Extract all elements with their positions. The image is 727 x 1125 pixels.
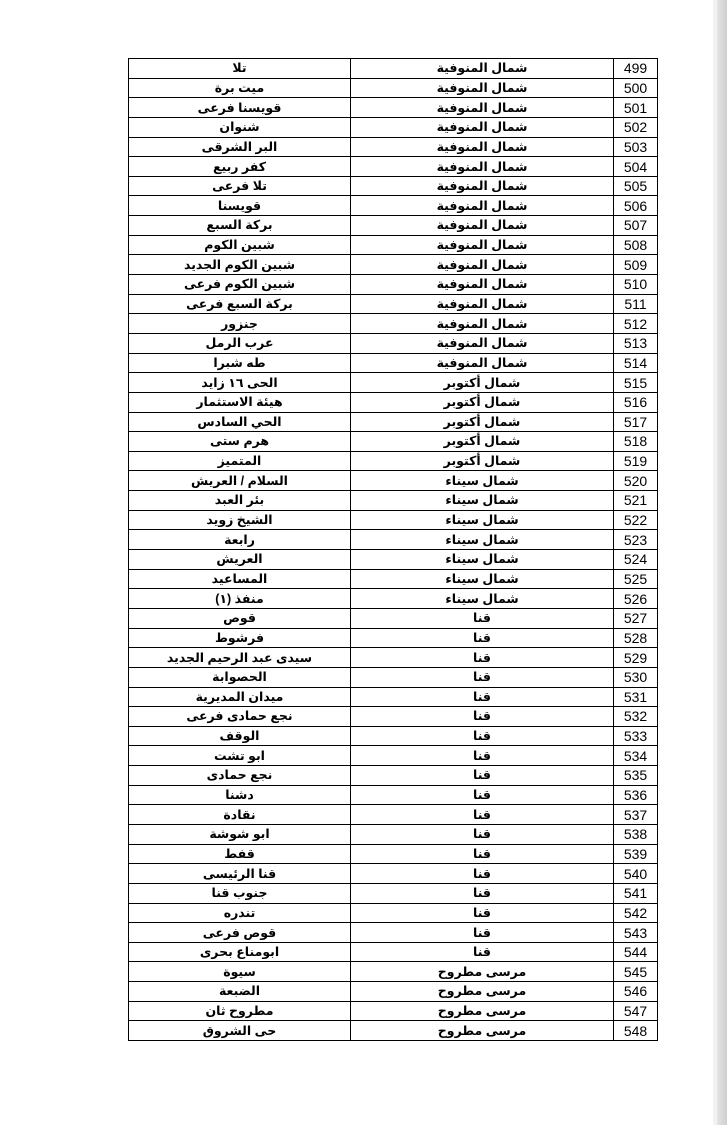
branch-name-cell: قوص: [129, 608, 351, 628]
region-cell: شمال المنوفية: [351, 294, 614, 314]
table-row: [129, 569, 658, 589]
region-cell: مرسى مطروح: [351, 1001, 614, 1021]
table-row: [129, 510, 658, 530]
region-cell: شمال سيناء: [351, 471, 614, 491]
row-number-cell: 540: [614, 864, 658, 884]
table-row: [129, 432, 658, 452]
region-cell: قنا: [351, 608, 614, 628]
branches-table: [128, 58, 658, 1041]
table-row: [129, 982, 658, 1002]
region-cell: قنا: [351, 628, 614, 648]
row-number-cell: 543: [614, 923, 658, 943]
table-row: [129, 1021, 658, 1041]
region-cell: شمال المنوفية: [351, 176, 614, 196]
region-cell: شمال أكتوبر: [351, 451, 614, 471]
table-row: [129, 530, 658, 550]
branch-name-cell: بركة السبع: [129, 216, 351, 236]
row-number-cell: 512: [614, 314, 658, 334]
branch-name-cell: الحصوابة: [129, 667, 351, 687]
row-number-cell: 513: [614, 333, 658, 353]
branch-name-cell: مطروح ثان: [129, 1001, 351, 1021]
branch-name-cell: نقادة: [129, 805, 351, 825]
table-row: [129, 824, 658, 844]
table-row: [129, 766, 658, 786]
branch-name-cell: ابومناع بحرى: [129, 942, 351, 962]
table-row: [129, 667, 658, 687]
row-number-cell: 536: [614, 785, 658, 805]
table-row: [129, 962, 658, 982]
branch-name-cell: قفط: [129, 844, 351, 864]
row-number-cell: 523: [614, 530, 658, 550]
region-cell: شمال المنوفية: [351, 157, 614, 177]
branch-name-cell: كفر ربيع: [129, 157, 351, 177]
row-number-cell: 515: [614, 373, 658, 393]
row-number-cell: 519: [614, 451, 658, 471]
row-number-cell: 514: [614, 353, 658, 373]
row-number-cell: 539: [614, 844, 658, 864]
branch-name-cell: قويسنا: [129, 196, 351, 216]
table-row: [129, 235, 658, 255]
row-number-cell: 527: [614, 608, 658, 628]
branch-name-cell: جنزور: [129, 314, 351, 334]
table-row: [129, 648, 658, 668]
table-row: [129, 491, 658, 511]
region-cell: قنا: [351, 864, 614, 884]
table-row: [129, 333, 658, 353]
table-row: [129, 255, 658, 275]
table-row: [129, 471, 658, 491]
branch-name-cell: طه شبرا: [129, 353, 351, 373]
table-row: [129, 746, 658, 766]
row-number-cell: 521: [614, 491, 658, 511]
region-cell: قنا: [351, 687, 614, 707]
row-number-cell: 547: [614, 1001, 658, 1021]
region-cell: شمال أكتوبر: [351, 373, 614, 393]
region-cell: شمال سيناء: [351, 510, 614, 530]
branch-name-cell: تلا: [129, 59, 351, 79]
table-row: [129, 608, 658, 628]
row-number-cell: 503: [614, 137, 658, 157]
region-cell: شمال المنوفية: [351, 235, 614, 255]
region-cell: شمال سيناء: [351, 530, 614, 550]
table-row: [129, 353, 658, 373]
branch-name-cell: الحى ١٦ زايد: [129, 373, 351, 393]
branch-name-cell: سيدى عبد الرحيم الجديد: [129, 648, 351, 668]
page-edge-shadow: [717, 0, 727, 1125]
region-cell: قنا: [351, 766, 614, 786]
table-row: [129, 726, 658, 746]
branch-name-cell: هرم ستى: [129, 432, 351, 452]
branch-name-cell: الشيخ زويد: [129, 510, 351, 530]
table-row: [129, 785, 658, 805]
region-cell: قنا: [351, 667, 614, 687]
branch-name-cell: قوص فرعى: [129, 923, 351, 943]
region-cell: مرسى مطروح: [351, 962, 614, 982]
branch-name-cell: فرشوط: [129, 628, 351, 648]
row-number-cell: 528: [614, 628, 658, 648]
row-number-cell: 542: [614, 903, 658, 923]
region-cell: شمال المنوفية: [351, 275, 614, 295]
region-cell: شمال المنوفية: [351, 353, 614, 373]
branch-name-cell: شنوان: [129, 117, 351, 137]
table-row: [129, 392, 658, 412]
row-number-cell: 509: [614, 255, 658, 275]
region-cell: قنا: [351, 785, 614, 805]
branch-name-cell: المتميز: [129, 451, 351, 471]
row-number-cell: 532: [614, 707, 658, 727]
branch-name-cell: نجع حمادى فرعى: [129, 707, 351, 727]
table-row: [129, 373, 658, 393]
row-number-cell: 507: [614, 216, 658, 236]
row-number-cell: 502: [614, 117, 658, 137]
branch-name-cell: منفذ (١): [129, 589, 351, 609]
table-row: [129, 628, 658, 648]
region-cell: قنا: [351, 883, 614, 903]
region-cell: قنا: [351, 726, 614, 746]
branch-name-cell: حى الشروق: [129, 1021, 351, 1041]
table-row: [129, 59, 658, 79]
row-number-cell: 537: [614, 805, 658, 825]
table-row: [129, 314, 658, 334]
region-cell: قنا: [351, 844, 614, 864]
branch-name-cell: ميدان المديرية: [129, 687, 351, 707]
row-number-cell: 500: [614, 78, 658, 98]
branch-name-cell: الضبعة: [129, 982, 351, 1002]
region-cell: قنا: [351, 942, 614, 962]
table-row: [129, 294, 658, 314]
table-row: [129, 176, 658, 196]
region-cell: شمال المنوفية: [351, 255, 614, 275]
row-number-cell: 522: [614, 510, 658, 530]
branch-name-cell: سيوة: [129, 962, 351, 982]
branch-name-cell: جنوب قنا: [129, 883, 351, 903]
table-row: [129, 451, 658, 471]
branch-name-cell: تلا فرعى: [129, 176, 351, 196]
region-cell: شمال المنوفية: [351, 196, 614, 216]
table-row: [129, 117, 658, 137]
region-cell: شمال المنوفية: [351, 333, 614, 353]
region-cell: قنا: [351, 648, 614, 668]
branch-name-cell: دشنا: [129, 785, 351, 805]
row-number-cell: 511: [614, 294, 658, 314]
row-number-cell: 505: [614, 176, 658, 196]
table-row: [129, 275, 658, 295]
row-number-cell: 520: [614, 471, 658, 491]
row-number-cell: 524: [614, 550, 658, 570]
branch-name-cell: شبين الكوم: [129, 235, 351, 255]
branch-name-cell: السلام / العريش: [129, 471, 351, 491]
branch-name-cell: عرب الرمل: [129, 333, 351, 353]
table-row: [129, 196, 658, 216]
branch-name-cell: قنا الرئيسى: [129, 864, 351, 884]
branch-name-cell: ابو شوشة: [129, 824, 351, 844]
branch-name-cell: المساعيد: [129, 569, 351, 589]
region-cell: قنا: [351, 903, 614, 923]
region-cell: قنا: [351, 707, 614, 727]
branch-name-cell: شبين الكوم الجديد: [129, 255, 351, 275]
row-number-cell: 501: [614, 98, 658, 118]
region-cell: شمال سيناء: [351, 550, 614, 570]
row-number-cell: 533: [614, 726, 658, 746]
branch-name-cell: الحي السادس: [129, 412, 351, 432]
region-cell: شمال المنوفية: [351, 59, 614, 79]
branch-name-cell: العريش: [129, 550, 351, 570]
table-row: [129, 137, 658, 157]
table-row: [129, 589, 658, 609]
table-row: [129, 864, 658, 884]
region-cell: شمال المنوفية: [351, 216, 614, 236]
region-cell: شمال سيناء: [351, 589, 614, 609]
row-number-cell: 534: [614, 746, 658, 766]
table-row: [129, 687, 658, 707]
table-row: [129, 844, 658, 864]
table-row: [129, 78, 658, 98]
branch-name-cell: بركة السبع فرعى: [129, 294, 351, 314]
branch-name-cell: ميت برة: [129, 78, 351, 98]
region-cell: شمال المنوفية: [351, 78, 614, 98]
region-cell: شمال أكتوبر: [351, 392, 614, 412]
region-cell: شمال سيناء: [351, 491, 614, 511]
region-cell: شمال المنوفية: [351, 314, 614, 334]
row-number-cell: 546: [614, 982, 658, 1002]
region-cell: شمال المنوفية: [351, 117, 614, 137]
region-cell: مرسى مطروح: [351, 1021, 614, 1041]
region-cell: قنا: [351, 824, 614, 844]
branch-name-cell: تندره: [129, 903, 351, 923]
region-cell: شمال المنوفية: [351, 137, 614, 157]
region-cell: قنا: [351, 923, 614, 943]
table-row: [129, 1001, 658, 1021]
branch-name-cell: رابعة: [129, 530, 351, 550]
table-row: [129, 942, 658, 962]
row-number-cell: 545: [614, 962, 658, 982]
region-cell: مرسى مطروح: [351, 982, 614, 1002]
row-number-cell: 548: [614, 1021, 658, 1041]
row-number-cell: 526: [614, 589, 658, 609]
table-row: [129, 216, 658, 236]
row-number-cell: 530: [614, 667, 658, 687]
branch-name-cell: بئر العبد: [129, 491, 351, 511]
region-cell: شمال المنوفية: [351, 98, 614, 118]
row-number-cell: 535: [614, 766, 658, 786]
branch-name-cell: نجع حمادى: [129, 766, 351, 786]
branch-name-cell: هيئة الاستثمار: [129, 392, 351, 412]
table-row: [129, 805, 658, 825]
table-row: [129, 98, 658, 118]
branch-name-cell: ابو تشت: [129, 746, 351, 766]
branch-name-cell: شبين الكوم فرعى: [129, 275, 351, 295]
branch-name-cell: الوقف: [129, 726, 351, 746]
row-number-cell: 516: [614, 392, 658, 412]
table-row: [129, 903, 658, 923]
row-number-cell: 544: [614, 942, 658, 962]
region-cell: قنا: [351, 746, 614, 766]
table-row: [129, 157, 658, 177]
table-row: [129, 550, 658, 570]
row-number-cell: 538: [614, 824, 658, 844]
branch-name-cell: البر الشرقى: [129, 137, 351, 157]
row-number-cell: 541: [614, 883, 658, 903]
table-body: [129, 59, 658, 1041]
region-cell: شمال أكتوبر: [351, 412, 614, 432]
row-number-cell: 529: [614, 648, 658, 668]
table-row: [129, 923, 658, 943]
region-cell: قنا: [351, 805, 614, 825]
row-number-cell: 508: [614, 235, 658, 255]
row-number-cell: 506: [614, 196, 658, 216]
row-number-cell: 531: [614, 687, 658, 707]
row-number-cell: 525: [614, 569, 658, 589]
row-number-cell: 510: [614, 275, 658, 295]
region-cell: شمال أكتوبر: [351, 432, 614, 452]
branch-name-cell: قويسنا فرعى: [129, 98, 351, 118]
region-cell: شمال سيناء: [351, 569, 614, 589]
table-row: [129, 707, 658, 727]
row-number-cell: 518: [614, 432, 658, 452]
table-row: [129, 412, 658, 432]
table-row: [129, 883, 658, 903]
row-number-cell: 499: [614, 59, 658, 79]
row-number-cell: 517: [614, 412, 658, 432]
row-number-cell: 504: [614, 157, 658, 177]
